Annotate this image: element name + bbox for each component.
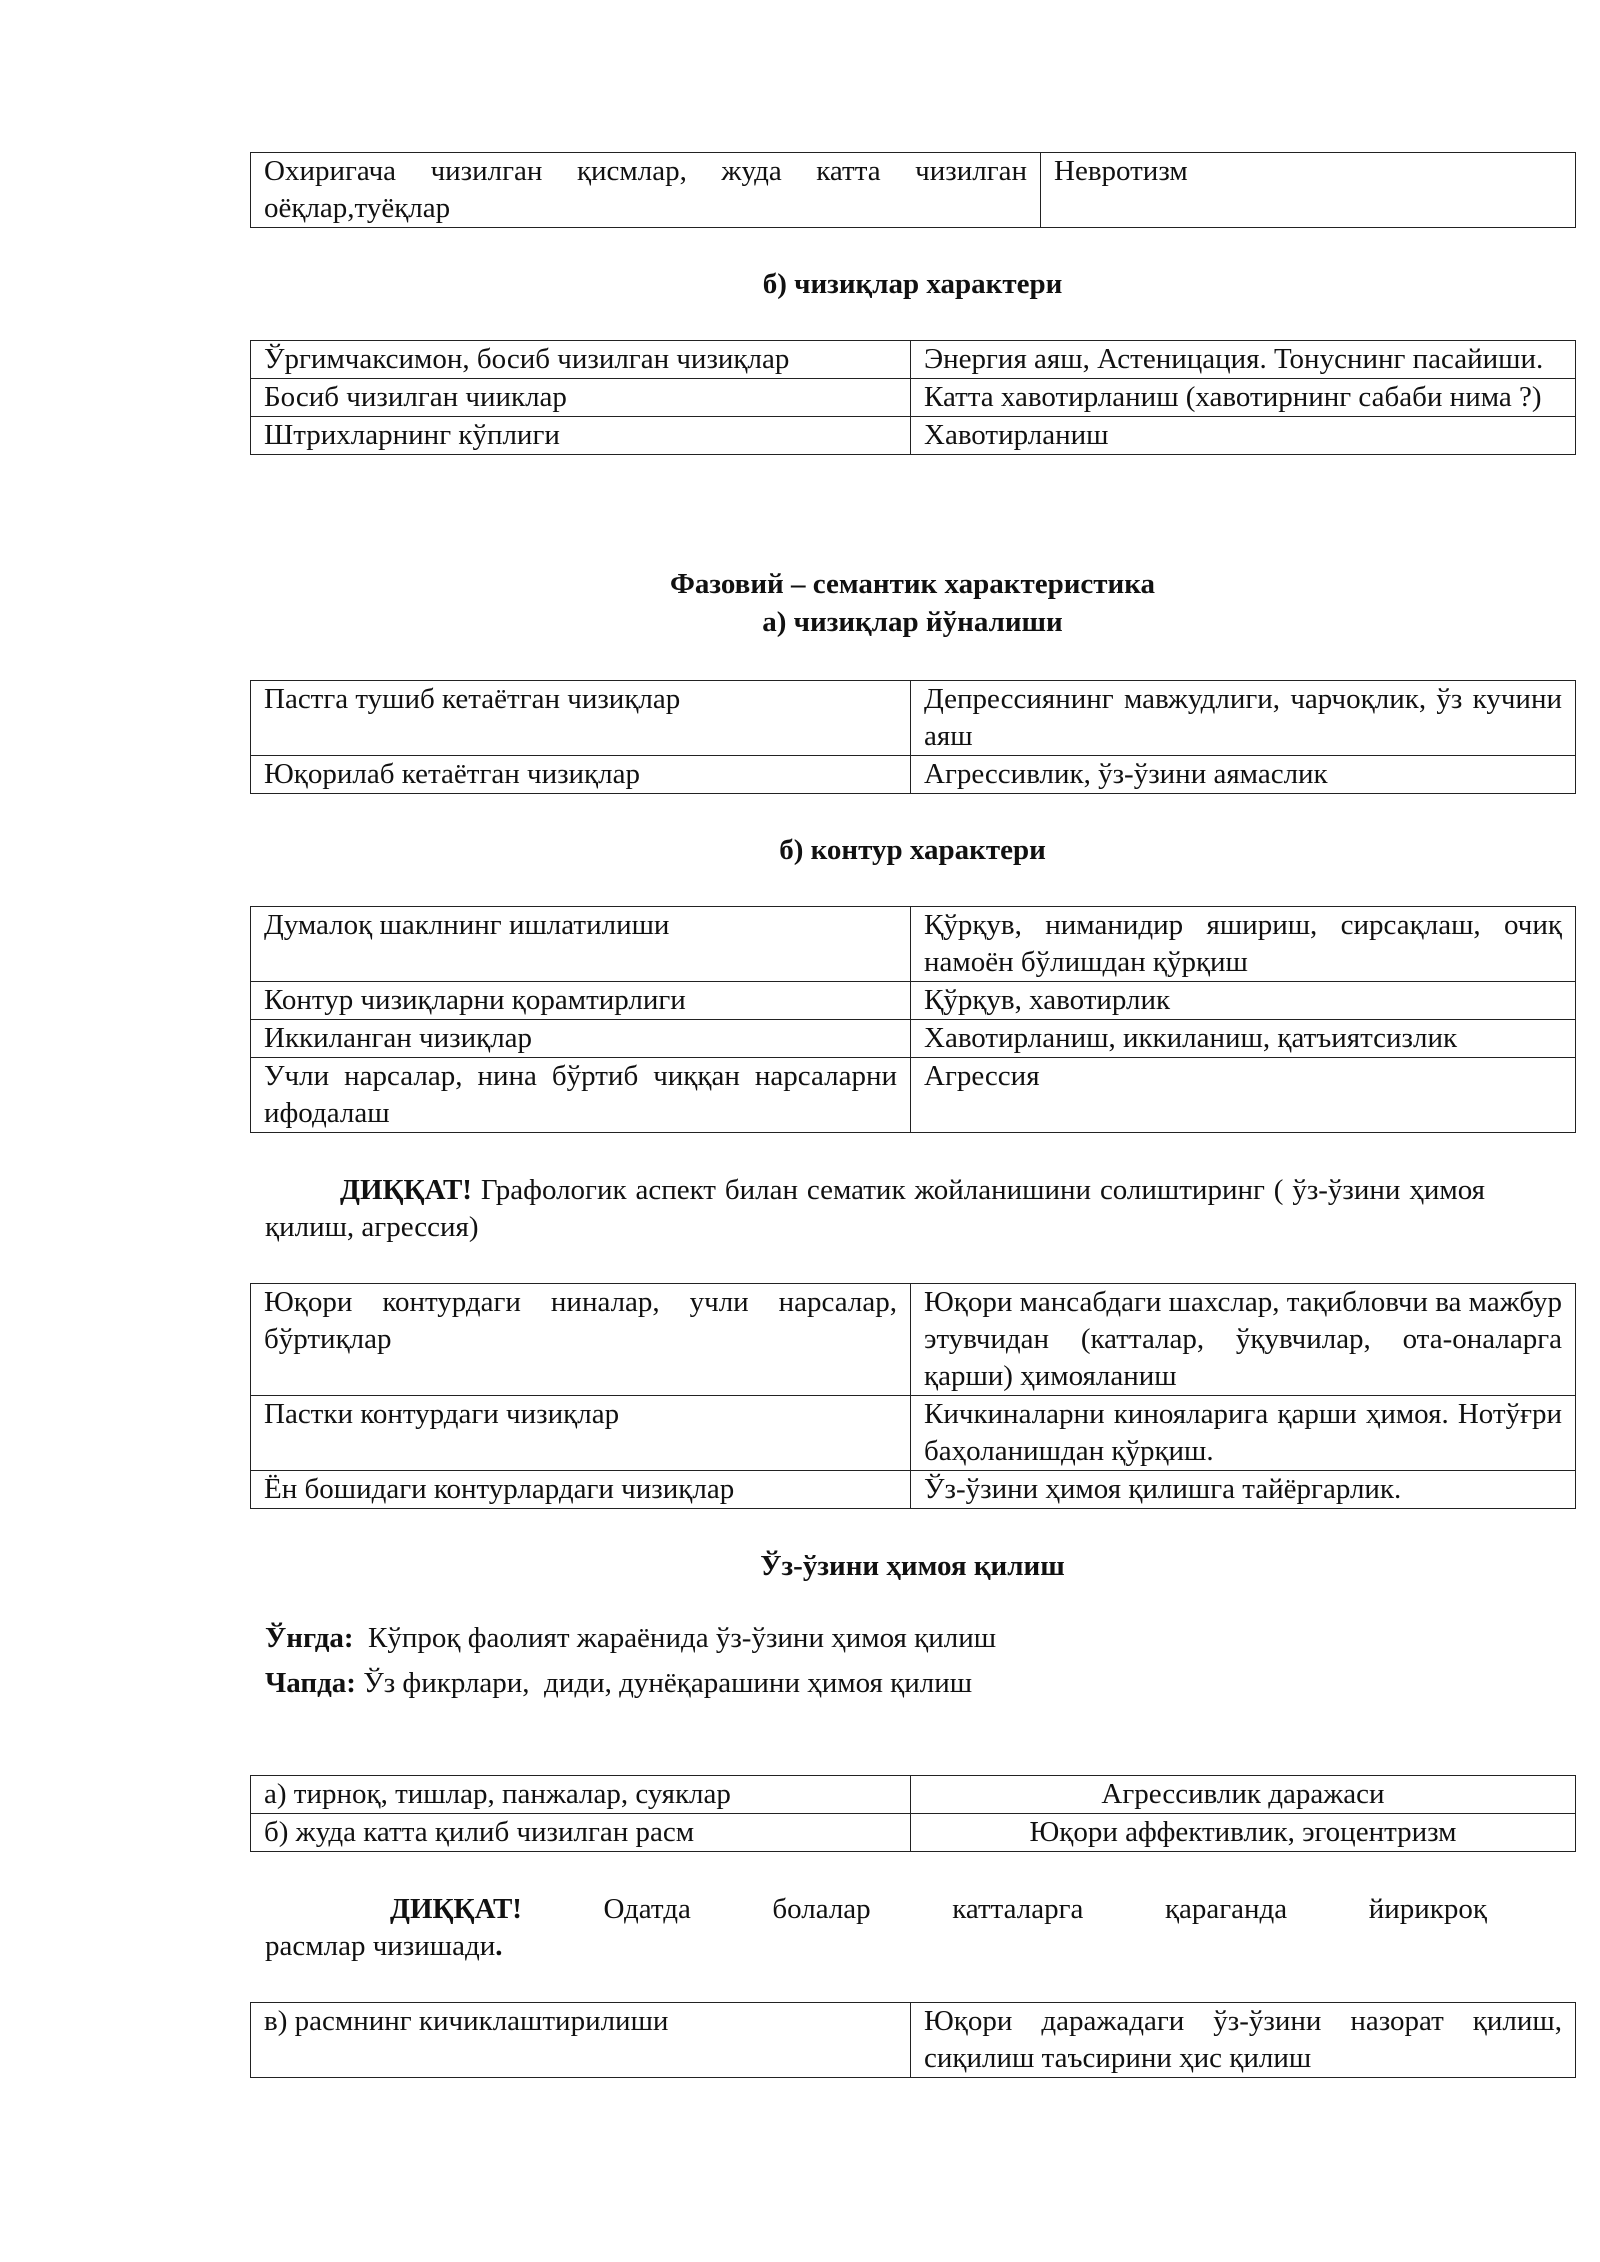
table-cell-right: Агрессия <box>911 1058 1576 1133</box>
table-cell-left: Ён бошидаги контурлардаги чизиқлар <box>251 1471 911 1509</box>
table-cell-left: Пастга тушиб кетаётган чизиқлар <box>251 681 911 756</box>
table-cell-left: Контур чизиқларни қорамтирлиги <box>251 982 911 1020</box>
table-line-character <box>250 340 1575 455</box>
table-row <box>251 907 1576 982</box>
section-heading-line-character: б) чизиқлар характери <box>762 268 1063 300</box>
table-cell-left: а) тирноқ, тишлар, панжалар, суяклар <box>251 1776 911 1814</box>
table-contour <box>250 906 1575 1133</box>
data-table <box>250 340 1576 455</box>
left-side-label: Чапда: <box>265 1667 356 1699</box>
table-cell-left: Босиб чизилган чииклар <box>251 379 911 417</box>
table-row <box>251 153 1576 228</box>
table-cell-right: Невротизм <box>1041 153 1576 228</box>
left-side-line <box>265 1665 1565 1702</box>
right-side-label: Ўнгда: <box>265 1622 354 1654</box>
table-row <box>251 379 1576 417</box>
data-table <box>250 906 1576 1133</box>
attention-word: катталарга <box>952 1893 1084 1925</box>
table-cell-right: Ўз-ўзини ҳимоя қилишга тайёргарлик. <box>911 1471 1576 1509</box>
table-cell-left: Юқорилаб кетаётган чизиқлар <box>251 756 911 794</box>
attention-text: Графологик аспект билан сематик жойланишини солиштиринг ( ўз-ўзини ҳимоя қилиш, агрессия) <box>265 1174 1485 1243</box>
right-side-text: Кўпроқ фаолият жараёнида ўз-ўзини ҳимоя қилиш <box>353 1622 997 1654</box>
table-cell-right: Хавотирланиш, иккиланиш, қатъиятсизлик <box>911 1020 1576 1058</box>
table-cell-right: Хавотирланиш <box>911 417 1576 455</box>
table-cell-right: Энергия аяш, Астеницация. Тонуснинг пасайиши. <box>911 341 1576 379</box>
table-row <box>251 1284 1576 1396</box>
table-cell-left: Учли нарсалар, нина бўртиб чиққан нарсаларни ифодалаш <box>251 1058 911 1133</box>
data-table <box>250 152 1576 228</box>
table-neurotism <box>250 152 1575 228</box>
table-cell-left: Штрихларнинг кўплиги <box>251 417 911 455</box>
data-table <box>250 680 1576 794</box>
table-cell-left: Юқори контурдаги ниналар, учли нарсалар, бўртиқлар <box>251 1284 911 1396</box>
table-aggression <box>250 1775 1575 1852</box>
attention-line-2 <box>265 1928 1487 1965</box>
table-cell-right: Юқори даражадаги ўз-ўзини назорат қилиш, сиқилиш таъсирини ҳис қилиш <box>911 2003 1576 2078</box>
right-side-line <box>265 1620 1565 1657</box>
data-table <box>250 1283 1576 1509</box>
table-cell-right: Юқори мансабдаги шахслар, тақибловчи ва мажбур этувчидан (катталар, ўқувчилар, ота-оналарга қарши) ҳимояланиш <box>911 1284 1576 1396</box>
table-cell-right: Қўрқув, ниманидир яшириш, сирсақлаш, очиқ намоён бўлишдан қўрқиш <box>911 907 1576 982</box>
attention-end-mark: . <box>495 1930 503 1962</box>
table-cell-right: Депрессиянинг мавжудлиги, чарчоқлик, ўз кучини аяш <box>911 681 1576 756</box>
attention-word: Одатда <box>603 1893 691 1925</box>
attention-line-1 <box>265 1891 1487 1928</box>
table-cell-left: Ўргимчаксимон, босиб чизилган чизиқлар <box>251 341 911 379</box>
attention-paragraph-1 <box>265 1172 1485 1246</box>
data-table <box>250 2002 1576 2078</box>
table-row <box>251 756 1576 794</box>
table-cell-left: б) жуда катта қилиб чизилган расм <box>251 1814 911 1852</box>
table-row <box>251 1058 1576 1133</box>
table-reduction <box>250 2002 1575 2078</box>
attention-paragraph-2 <box>265 1891 1487 1965</box>
attention-text: расмлар чизишади <box>265 1930 496 1962</box>
table-cell-left: в) расмнинг кичиклаштирилиши <box>251 2003 911 2078</box>
attention-label: ДИҚҚАТ! <box>340 1174 472 1206</box>
table-cell-right: Катта хавотирланиш (хавотирнинг сабаби нима ?) <box>911 379 1576 417</box>
section-heading-line-direction: а) чизиқлар йўналиши <box>762 606 1063 638</box>
table-row <box>251 1020 1576 1058</box>
table-row <box>251 1814 1576 1852</box>
attention-word: қараганда <box>1164 1893 1288 1925</box>
left-side-text: Ўз фикрлари, диди, дунёқарашини ҳимоя қилиш <box>355 1667 973 1699</box>
table-contour-defense <box>250 1283 1575 1509</box>
table-row <box>251 982 1576 1020</box>
data-table <box>250 1775 1576 1852</box>
table-row <box>251 1471 1576 1509</box>
table-row <box>251 2003 1576 2078</box>
table-row <box>251 1396 1576 1471</box>
table-cell-left: Иккиланган чизиқлар <box>251 1020 911 1058</box>
table-row <box>251 341 1576 379</box>
attention-label: ДИҚҚАТ! <box>390 1893 522 1925</box>
table-cell-left: Думалоқ шаклнинг ишлатилиши <box>251 907 911 982</box>
table-cell-right: Юқори аффективлик, эгоцентризм <box>911 1814 1576 1852</box>
table-cell-left: Пастки контурдаги чизиқлар <box>251 1396 911 1471</box>
table-row <box>251 417 1576 455</box>
table-line-direction <box>250 680 1575 794</box>
attention-word: болалар <box>772 1893 871 1925</box>
table-row <box>251 1776 1576 1814</box>
section-heading-self-defense: Ўз-ўзини ҳимоя қилиш <box>760 1550 1065 1582</box>
attention-word: йирикроқ <box>1368 1893 1487 1925</box>
section-heading-contour: б) контур характери <box>779 834 1046 866</box>
table-row <box>251 681 1576 756</box>
table-cell-left: Охиригача чизилган қисмлар, жуда катта чизилган оёқлар,туёқлар <box>251 153 1041 228</box>
table-cell-right: Кичкиналарни кинояларига қарши ҳимоя. Нотўғри баҳоланишдан қўрқиш. <box>911 1396 1576 1471</box>
table-cell-right: Агрессивлик, ўз-ўзини аямаслик <box>911 756 1576 794</box>
section-heading-spatial: Фазовий – семантик характеристика <box>669 568 1156 600</box>
table-cell-right: Қўрқув, хавотирлик <box>911 982 1576 1020</box>
table-cell-right: Агрессивлик даражаси <box>911 1776 1576 1814</box>
